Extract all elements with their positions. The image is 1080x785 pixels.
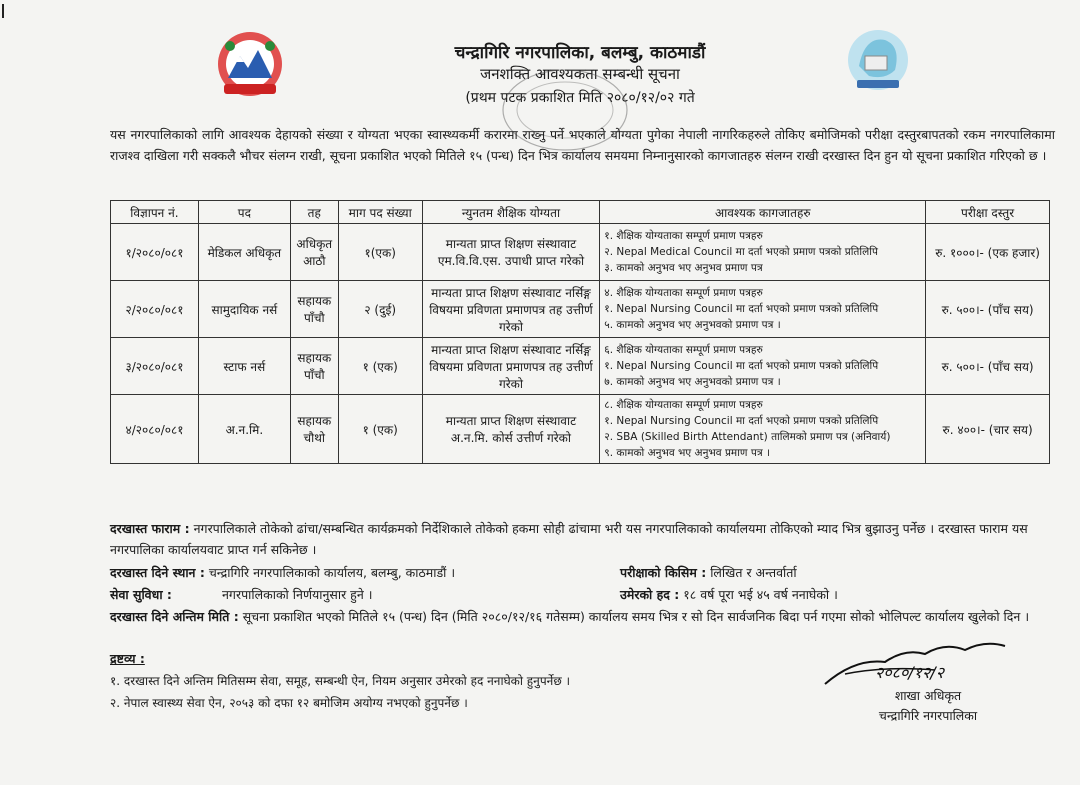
cell-level: सहायक चौथो bbox=[290, 395, 338, 464]
cell-count: २ (दुई) bbox=[338, 281, 422, 338]
exam-row bbox=[620, 564, 797, 581]
facility-row bbox=[110, 586, 372, 603]
deadline-label: दरखास्त दिने अन्तिम मिति : bbox=[110, 609, 239, 624]
deadline-row bbox=[110, 606, 1055, 627]
cell-documents bbox=[600, 281, 926, 338]
col-documents: आवश्यक कागजातहरु bbox=[600, 201, 926, 224]
cell-level: सहायक पाँचौ bbox=[290, 281, 338, 338]
observe-item: २. नेपाल स्वास्थ्य सेवा ऐन, २०५३ को दफा १२ बमोजिम अयोग्य नभएको हुनुपर्नेछ । bbox=[110, 696, 468, 710]
doc-item: १. Nepal Nursing Council मा दर्ता भएको प्रमाण पत्रको प्रतिलिपि bbox=[604, 303, 879, 315]
place-text: चन्द्रागिरि नगरपालिकाको कार्यालय, बलम्बु, काठमाडौं । bbox=[208, 565, 456, 580]
cell-qualification: मान्यता प्राप्त शिक्षण संस्थावाट नर्सिङ्ग विषयमा प्रविणता प्रमाणपत्र तह उत्तीर्ण गरेको bbox=[422, 281, 600, 338]
observe-item: १. दरखास्त दिने अन्तिम मितिसम्म सेवा, समूह, सम्बन्धी ऐन, नियम अनुसार उमेरको हद ननाघेको हुनुपर्नेछ । bbox=[110, 674, 571, 688]
cell-qualification: मान्यता प्राप्त शिक्षण संस्थावाट एम.वि.वि.एस. उपाधी प्राप्त गरेको bbox=[422, 224, 600, 281]
doc-item: १. शैक्षिक योग्यताका सम्पूर्ण प्रमाण पत्रहरु bbox=[604, 230, 763, 242]
signature-date: २०८०/१२/२ bbox=[875, 663, 945, 682]
table-row bbox=[111, 395, 1050, 464]
cell-count: १(एक) bbox=[338, 224, 422, 281]
col-level: तह bbox=[290, 201, 338, 224]
doc-item: ९. कामको अनुभव भए अनुभव प्रमाण पत्र । bbox=[604, 447, 770, 459]
place-row bbox=[110, 564, 455, 581]
doc-item: १. Nepal Nursing Council मा दर्ता भएको प्रमाण पत्रको प्रतिलिपि bbox=[604, 360, 879, 372]
scan-mark bbox=[2, 4, 4, 18]
doc-item: ८. शैक्षिक योग्यताका सम्पूर्ण प्रमाण पत्रहरु bbox=[604, 399, 763, 411]
place-label: दरखास्त दिने स्थान : bbox=[110, 565, 205, 580]
cell-fee: रु. १०००।- (एक हजार) bbox=[926, 224, 1050, 281]
facility-text: नगरपालिकाको निर्णयानुसार हुने । bbox=[221, 587, 373, 602]
cell-count: १ (एक) bbox=[338, 338, 422, 395]
cell-adv-no: ३/२०८०/०८१ bbox=[111, 338, 199, 395]
cell-adv-no: २/२०८०/०८१ bbox=[111, 281, 199, 338]
application-form-note bbox=[110, 518, 1055, 560]
cell-level: सहायक पाँचौ bbox=[290, 338, 338, 395]
form-text: नगरपालिकाले तोकेको ढांचा/सम्बन्धित कार्यक्रमको निर्देशिकाले तोकेको हकमा सोही ढांचामा भरी यस नगरपालिकाको कार्यालयमा तोकिएको म्याद भित्र बुझाउनु पर्नेछ । दरखास्त फाराम यस नगरपालिका कार्यालयवाट प्राप्त गर्न सकिनेछ । bbox=[110, 521, 1028, 557]
signatory-title: शाखा अधिकृत bbox=[894, 688, 962, 703]
header-title: चन्द्रागिरि नगरपालिका, बलम्बु, काठमाडौं bbox=[454, 43, 706, 63]
nepal-emblem-logo bbox=[208, 28, 292, 102]
doc-item: ३. कामको अनुभव भए अनुभव प्रमाण पत्र bbox=[604, 262, 763, 274]
age-row bbox=[620, 586, 838, 603]
header-published-date: (प्रथम पटक प्रकाशित मिति २०८०/१२/०२ गते bbox=[465, 90, 695, 106]
col-count: माग पद संख्या bbox=[338, 201, 422, 224]
doc-item: १. Nepal Nursing Council मा दर्ता भएको प्रमाण पत्रको प्रतिलिपि bbox=[604, 415, 879, 427]
col-qualification: न्युनतम शैक्षिक योग्यता bbox=[422, 201, 600, 224]
cell-post: मेडिकल अधिकृत bbox=[198, 224, 290, 281]
doc-item: ५. कामको अनुभव भए अनुभवको प्रमाण पत्र । bbox=[604, 319, 781, 331]
facility-label: सेवा सुविधा : bbox=[110, 587, 172, 602]
cell-fee: रु. ४००।- (चार सय) bbox=[926, 395, 1050, 464]
cell-post: सामुदायिक नर्स bbox=[198, 281, 290, 338]
col-post: पद bbox=[198, 201, 290, 224]
doc-item: २. Nepal Medical Council मा दर्ता भएको प्रमाण पत्रको प्रतिलिपि bbox=[604, 246, 878, 258]
vacancy-table bbox=[110, 200, 1050, 464]
observe-label: द्रष्टव्य : bbox=[110, 651, 145, 666]
table-header-row bbox=[111, 201, 1050, 224]
cell-documents bbox=[600, 224, 926, 281]
intro-paragraph: यस नगरपालिकाको लागि आवश्यक देहायको संख्या र योग्यता भएका स्वास्थ्यकर्मी करारमा राख्नु पर्ने भएकाले योग्यता पुगेका नेपाली नागरिकहरुले तोकिए बमोजिमको परीक्षा दस्तुरबापतको रकम नगरपालिकामा राजश्व दाखिला गरी सक्कलै भौचर संलग्न राखी, सूचना प्रकाशित भएको मितिले १५ (पन्ध) दिन भित्र कार्यालय समयमा निम्नानुसारको कागजातहरु संलग्न राखी दरखास्त दिन हुन यो सूचना प्रकाशित गरिएको छ । bbox=[110, 127, 1055, 163]
deadline-text: सूचना प्रकाशित भएको मितिले १५ (पन्ध) दिन (मिति २०८०/१२/१६ गतेसम्म) कार्यालय समय भित्र र सो दिन सार्वजनिक बिदा पर्न गएमा सोको भोलिपल्ट कार्यालय खुलेको दिन । bbox=[242, 609, 1030, 624]
form-label: दरखास्त फाराम : bbox=[110, 521, 190, 536]
signatory bbox=[858, 686, 998, 726]
doc-item: ६. शैक्षिक योग्यताका सम्पूर्ण प्रमाण पत्रहरु bbox=[604, 344, 763, 356]
cell-documents bbox=[600, 395, 926, 464]
age-label: उमेरको हद : bbox=[620, 587, 680, 602]
doc-item: ७. कामको अनुभव भए अनुभवको प्रमाण पत्र । bbox=[604, 376, 781, 388]
cell-level: अधिकृत आठौ bbox=[290, 224, 338, 281]
header-subtitle: जनशक्ति आवश्यकता सम्बन्धी सूचना bbox=[480, 65, 680, 83]
cell-count: १ (एक) bbox=[338, 395, 422, 464]
exam-text: लिखित र अन्तर्वार्ता bbox=[710, 565, 797, 580]
cell-qualification: मान्यता प्राप्त शिक्षण संस्थावाट नर्सिङ्ग विषयमा प्रविणता प्रमाणपत्र तह उत्तीर्ण गरेको bbox=[422, 338, 600, 395]
signatory-org: चन्द्रागिरि नगरपालिका bbox=[878, 708, 978, 723]
signature bbox=[815, 628, 1015, 690]
cell-fee: रु. ५००।- (पाँच सय) bbox=[926, 338, 1050, 395]
cell-fee: रु. ५००।- (पाँच सय) bbox=[926, 281, 1050, 338]
cell-adv-no: ४/२०८०/०८१ bbox=[111, 395, 199, 464]
cell-post: अ.न.मि. bbox=[198, 395, 290, 464]
doc-item: २. SBA (Skilled Birth Attendant) तालिमको प्रमाण पत्र (अनिवार्य) bbox=[604, 431, 891, 443]
table-row bbox=[111, 224, 1050, 281]
table-row bbox=[111, 281, 1050, 338]
col-fee: परीक्षा दस्तुर bbox=[926, 201, 1050, 224]
table-row bbox=[111, 338, 1050, 395]
cell-post: स्टाफ नर्स bbox=[198, 338, 290, 395]
cell-documents bbox=[600, 338, 926, 395]
cell-adv-no: १/२०८०/०८१ bbox=[111, 224, 199, 281]
cell-qualification: मान्यता प्राप्त शिक्षण संस्थावाट अ.न.मि. कोर्स उत्तीर्ण गरेको bbox=[422, 395, 600, 464]
doc-item: ४. शैक्षिक योग्यताका सम्पूर्ण प्रमाण पत्रहरु bbox=[604, 287, 763, 299]
col-adv-no: विज्ञापन नं. bbox=[111, 201, 199, 224]
exam-label: परीक्षाको किसिम : bbox=[620, 565, 707, 580]
age-text: १८ वर्ष पूरा भई ४५ वर्ष ननाघेको । bbox=[683, 587, 838, 602]
